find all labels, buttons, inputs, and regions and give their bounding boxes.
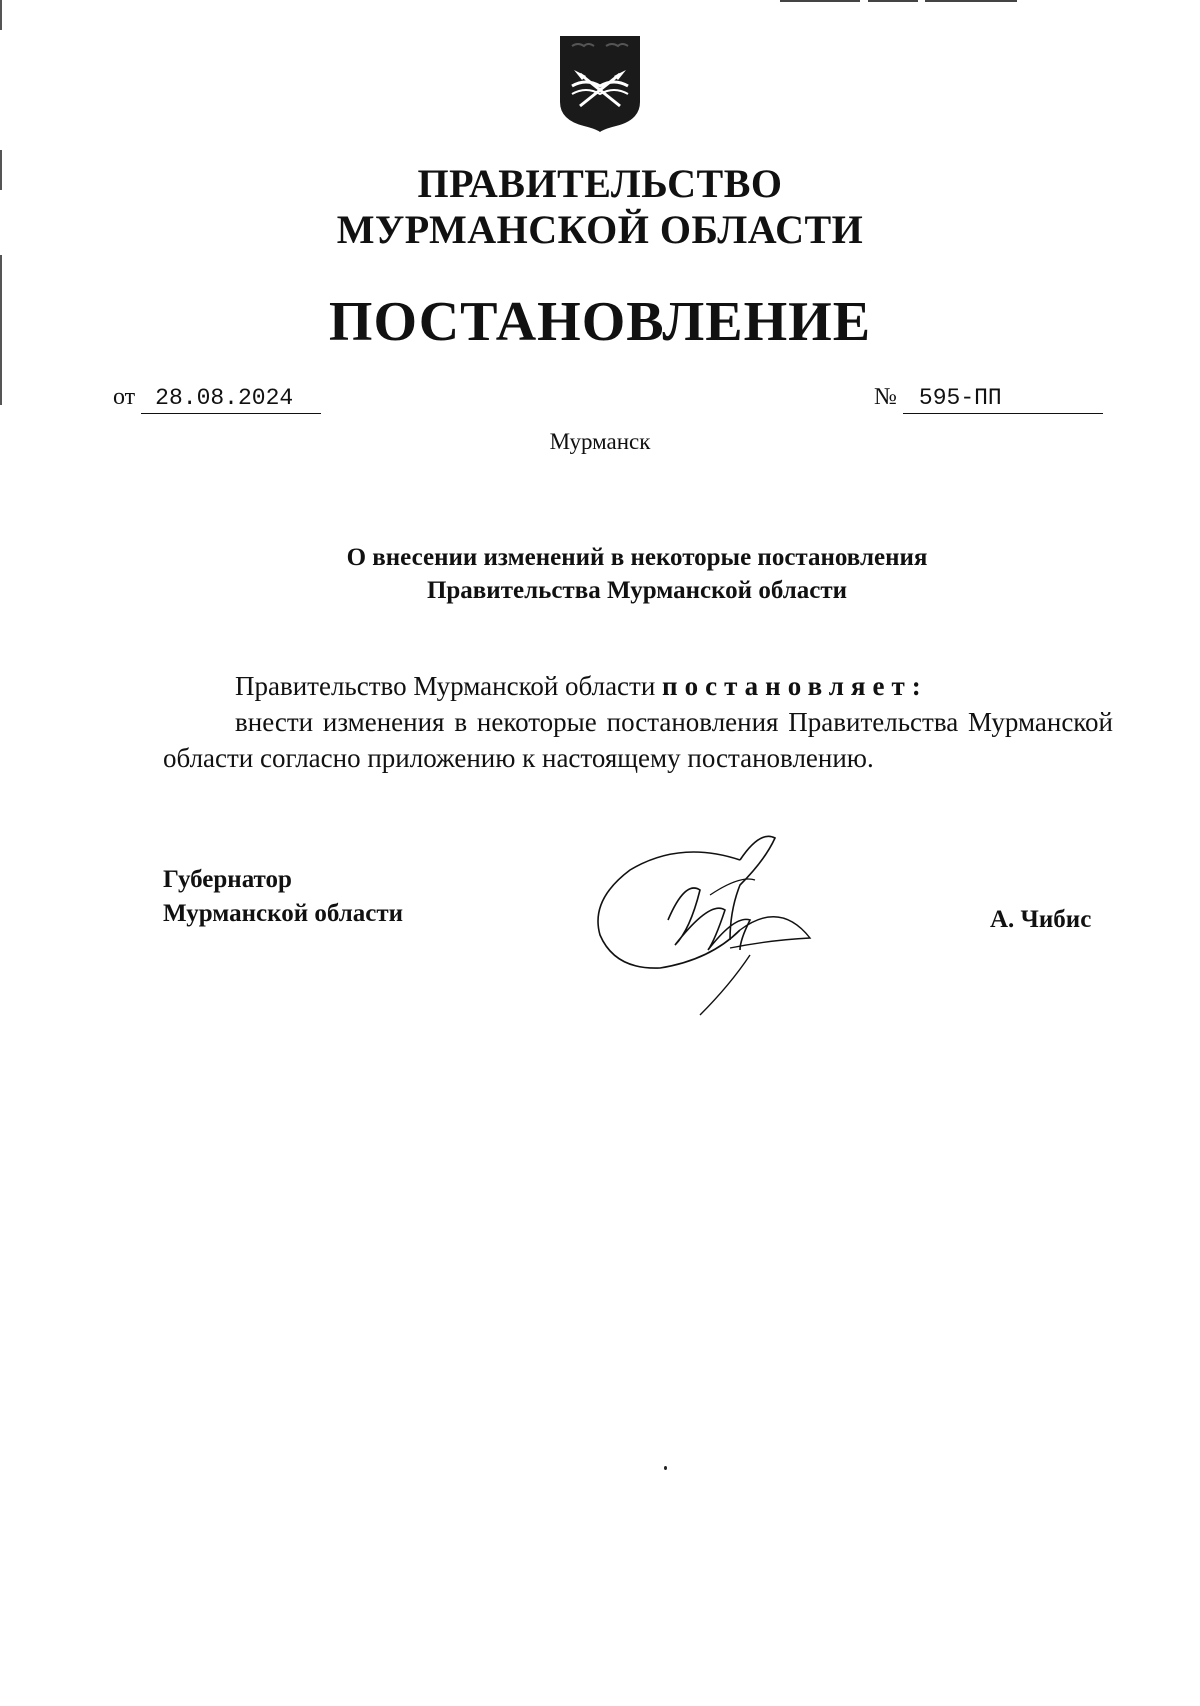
scan-top-rule [868, 0, 918, 2]
scan-top-rule [925, 0, 1017, 2]
signer-title-line1: Губернатор [163, 866, 292, 893]
resolves-text: постановляет: [662, 671, 928, 701]
intro-text: Правительство Мурманской области [235, 671, 656, 701]
scan-edge-mark [0, 0, 2, 30]
subject-line1: О внесении изменений в некоторые постановления [346, 544, 928, 571]
number-prefix: № [874, 384, 897, 410]
scan-top-rule [780, 0, 860, 2]
scan-dot [664, 1466, 667, 1470]
city: Мурманск [549, 429, 651, 454]
coat-of-arms-icon [558, 34, 642, 132]
handwritten-signature [590, 820, 860, 1020]
intro-paragraph [163, 668, 1113, 704]
body-paragraph: внести изменения в некоторые постановления Правительства Мурманской области согласно приложению к настоящему постановлению. [163, 707, 1113, 773]
date-row [113, 382, 321, 414]
government-title-line1: ПРАВИТЕЛЬСТВО [417, 161, 783, 206]
document-type: ПОСТАНОВЛЕНИЕ [328, 291, 872, 353]
government-title-line2: МУРМАНСКОЙ ОБЛАСТИ [336, 207, 864, 252]
signer-name: А. Чибис [990, 906, 1092, 933]
document-date: 28.08.2024 [141, 383, 321, 414]
document-number: 595-ПП [903, 383, 1103, 414]
subject-line2: Правительства Мурманской области [426, 577, 848, 604]
number-row [874, 382, 1103, 414]
signer-title-line2: Мурманской области [163, 900, 404, 927]
date-prefix: от [113, 384, 136, 410]
